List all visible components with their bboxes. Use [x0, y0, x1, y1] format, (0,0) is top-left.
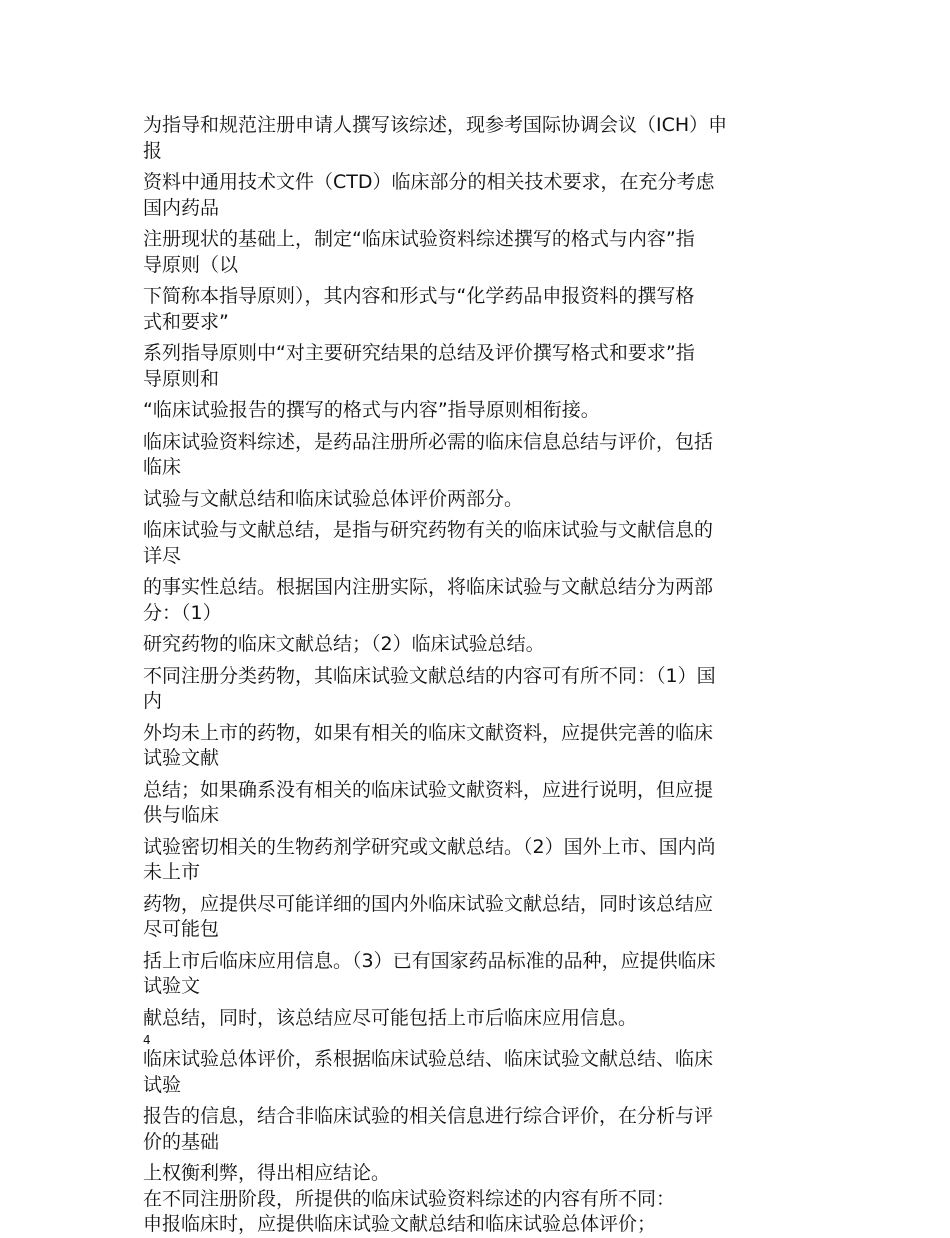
- text-line: 详尽: [143, 544, 182, 567]
- text-line: 研究药物的临床文献总结；（2）临床试验总结。: [143, 633, 545, 655]
- text-line: 临床试验总体评价，系根据临床试验总结、临床试验文献总结、临床: [143, 1048, 714, 1070]
- page-number: 4: [143, 1033, 151, 1047]
- text-line: 报告的信息，结合非临床试验的相关信息进行综合评价，在分析与评: [143, 1105, 714, 1127]
- text-line: 内: [143, 690, 163, 712]
- text-line: 的事实性总结。根据国内注册实际，将临床试验与文献总结分为两部: [143, 576, 714, 598]
- text-line: 不同注册分类药物，其临床试验文献总结的内容可有所不同：（1）国: [143, 664, 716, 687]
- text-line: 为指导和规范注册申请人撰写该综述，现参考国际协调会议（ICH）申: [143, 114, 728, 136]
- text-line: 括上市后临床应用信息。（3）已有国家药品标准的品种，应提供临床: [143, 949, 716, 972]
- text-line: 价的基础: [143, 1130, 220, 1153]
- text-line: 试验: [143, 1073, 182, 1096]
- text-line: 试验文: [143, 975, 201, 997]
- text-line: 临床: [143, 456, 182, 478]
- text-line: 导原则（以: [143, 253, 239, 276]
- text-line: 资料中通用技术文件（CTD）临床部分的相关技术要求，在充分考虑: [143, 171, 715, 193]
- text-line: 系列指导原则中“对主要研究结果的总结及评价撰写格式和要求”指: [143, 342, 695, 364]
- text-line: 未上市: [143, 861, 201, 883]
- text-line: 临床试验资料综述，是药品注册所必需的临床信息总结与评价，包括: [143, 430, 714, 453]
- text-line: “临床试验报告的撰写的格式与内容”指导原则相衔接。: [143, 399, 600, 421]
- text-line: 献总结，同时，该总结应尽可能包括上市后临床应用信息。: [143, 1006, 638, 1029]
- text-line: 药物，应提供尽可能详细的国内外临床试验文献总结，同时该总结应: [143, 892, 714, 915]
- text-line: 尽可能包: [143, 918, 220, 940]
- text-line: 在不同注册阶段，所提供的临床试验资料综述的内容有所不同：: [143, 1187, 676, 1210]
- text-line: 供与临床: [143, 804, 220, 826]
- text-line: 下简称本指导原则），其内容和形式与“化学药品申报资料的撰写格: [143, 285, 695, 307]
- text-line: 式和要求”: [143, 310, 229, 333]
- text-line: 临床试验与文献总结，是指与研究药物有关的临床试验与文献信息的: [143, 519, 714, 541]
- text-line: 外均未上市的药物，如果有相关的临床文献资料，应提供完善的临床: [143, 721, 714, 744]
- text-line: 国内药品: [143, 196, 220, 219]
- text-line: 分：（1）: [143, 601, 222, 624]
- text-line: 试验文献: [143, 747, 220, 769]
- document-page: [143, 113, 808, 1238]
- text-line: 试验与文献总结和临床试验总体评价两部分。: [143, 487, 524, 510]
- text-line: 上权衡利弊，得出相应结论。: [143, 1162, 391, 1184]
- text-line: 申报临床时，应提供临床试验文献总结和临床试验总体评价；: [143, 1213, 657, 1235]
- text-line: 注册现状的基础上，制定“临床试验资料综述撰写的格式与内容”指: [143, 228, 695, 250]
- text-line: 报: [143, 139, 163, 162]
- text-line: 导原则和: [143, 367, 220, 390]
- text-line: 试验密切相关的生物药剂学研究或文献总结。（2）国外上市、国内尚: [143, 835, 716, 858]
- text-line: 总结；如果确系没有相关的临床试验文献资料，应进行说明，但应提: [143, 778, 714, 801]
